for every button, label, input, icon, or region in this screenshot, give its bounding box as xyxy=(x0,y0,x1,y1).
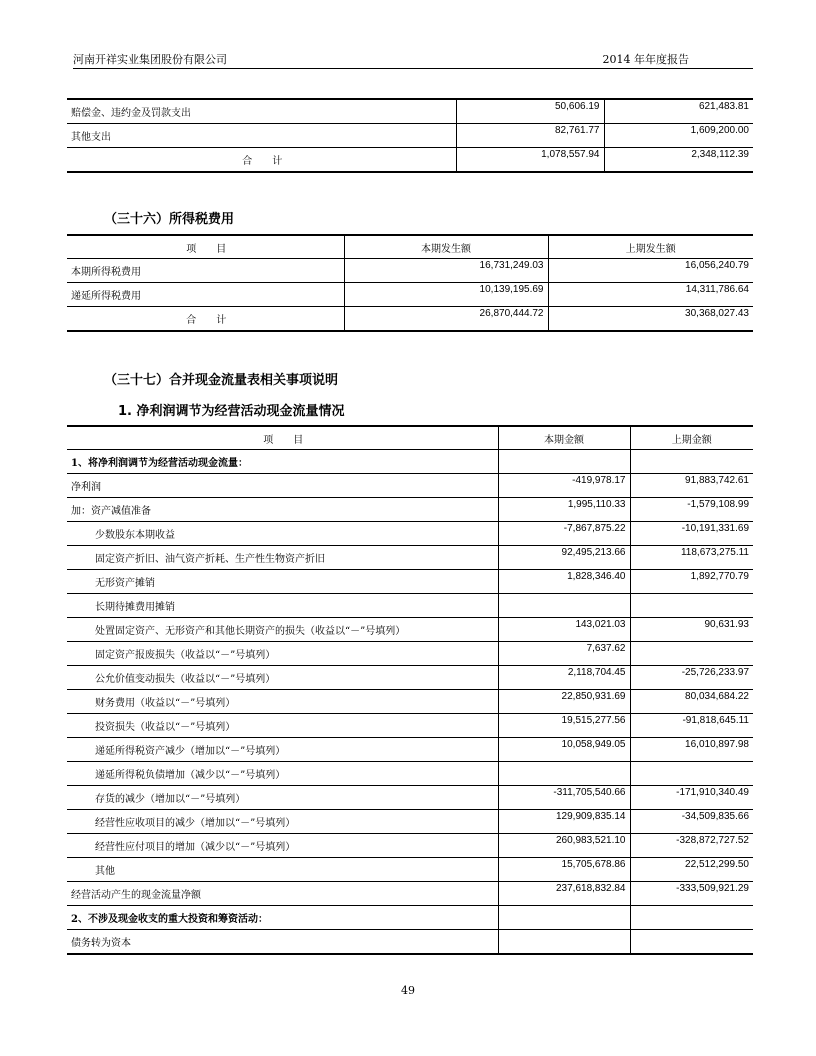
row-label: 2、不涉及现金收支的重大投资和筹资活动： xyxy=(67,906,498,930)
section-title-37: （三十七）合并现金流量表相关事项说明 xyxy=(104,373,339,388)
table-header-row xyxy=(67,426,753,450)
table-row xyxy=(67,858,753,882)
current-value: 2,118,704.45 xyxy=(498,666,630,690)
row-label: 赔偿金、违约金及罚款支出 xyxy=(67,99,456,124)
column-header-current: 本期金额 xyxy=(498,426,630,450)
prior-value: 91,883,742.61 xyxy=(630,474,753,498)
row-label: 经营性应收项目的减少（增加以“－”号填列） xyxy=(67,810,498,834)
row-label: 加：资产减值准备 xyxy=(67,498,498,522)
prior-value: -1,579,108.99 xyxy=(630,498,753,522)
other-expenses-table xyxy=(67,98,753,173)
current-value: 10,058,949.05 xyxy=(498,738,630,762)
current-value: 50,606.19 xyxy=(456,99,604,124)
table-row xyxy=(67,834,753,858)
current-value xyxy=(498,594,630,618)
table-row xyxy=(67,522,753,546)
prior-value xyxy=(630,450,753,474)
table-row xyxy=(67,124,753,148)
prior-value xyxy=(630,762,753,786)
prior-value: 90,631.93 xyxy=(630,618,753,642)
current-value: 260,983,521.10 xyxy=(498,834,630,858)
current-value: 10,139,195.69 xyxy=(344,283,548,307)
row-label: 公允价值变动损失（收益以“－”号填列） xyxy=(67,666,498,690)
prior-value: -91,818,645.11 xyxy=(630,714,753,738)
current-value: 92,495,213.66 xyxy=(498,546,630,570)
table-row xyxy=(67,498,753,522)
current-value: 22,850,931.69 xyxy=(498,690,630,714)
section-subtitle: 1. 净利润调节为经营活动现金流量情况 xyxy=(118,404,345,419)
current-value: 26,870,444.72 xyxy=(344,307,548,332)
row-label: 经营性应付项目的增加（减少以“－”号填列） xyxy=(67,834,498,858)
prior-value: 14,311,786.64 xyxy=(548,283,753,307)
prior-value xyxy=(630,906,753,930)
prior-value: -333,509,921.29 xyxy=(630,882,753,906)
column-header-current: 本期发生额 xyxy=(344,235,548,259)
current-value xyxy=(498,906,630,930)
table-row xyxy=(67,259,753,283)
prior-value: 80,034,684.22 xyxy=(630,690,753,714)
table-row-total xyxy=(67,307,753,332)
current-value: 1,995,110.33 xyxy=(498,498,630,522)
table-row xyxy=(67,666,753,690)
table-row xyxy=(67,474,753,498)
table-row xyxy=(67,570,753,594)
table-row xyxy=(67,786,753,810)
prior-value: -328,872,727.52 xyxy=(630,834,753,858)
report-title: 2014 年年度报告 xyxy=(602,53,689,66)
row-label: 本期所得税费用 xyxy=(67,259,344,283)
cash-flow-reconciliation-table xyxy=(67,425,753,955)
table-row xyxy=(67,882,753,906)
page-number: 49 xyxy=(401,984,415,997)
table-row-total xyxy=(67,148,753,173)
row-label: 递延所得税负债增加（减少以“－”号填列） xyxy=(67,762,498,786)
company-name: 河南开祥实业集团股份有限公司 xyxy=(73,53,227,66)
table-row xyxy=(67,762,753,786)
current-value: 129,909,835.14 xyxy=(498,810,630,834)
income-tax-table xyxy=(67,234,753,332)
current-value: -419,978.17 xyxy=(498,474,630,498)
row-label: 经营活动产生的现金流量净额 xyxy=(67,882,498,906)
row-label: 债务转为资本 xyxy=(67,930,498,955)
row-label: 净利润 xyxy=(67,474,498,498)
prior-value xyxy=(630,642,753,666)
prior-value: -34,509,835.66 xyxy=(630,810,753,834)
row-label: 合 计 xyxy=(67,148,456,173)
row-label: 递延所得税费用 xyxy=(67,283,344,307)
prior-value: -25,726,233.97 xyxy=(630,666,753,690)
table-row xyxy=(67,283,753,307)
table-row xyxy=(67,690,753,714)
column-header-prior: 上期发生额 xyxy=(548,235,753,259)
table-row xyxy=(67,99,753,124)
prior-value: 22,512,299.50 xyxy=(630,858,753,882)
row-label: 合 计 xyxy=(67,307,344,332)
table-row xyxy=(67,546,753,570)
current-value: 1,078,557.94 xyxy=(456,148,604,173)
row-label: 投资损失（收益以“－”号填列） xyxy=(67,714,498,738)
page-header xyxy=(73,48,753,69)
table-row xyxy=(67,738,753,762)
prior-value: -171,910,340.49 xyxy=(630,786,753,810)
row-label: 存货的减少（增加以“－”号填列） xyxy=(67,786,498,810)
row-label: 长期待摊费用摊销 xyxy=(67,594,498,618)
current-value: 16,731,249.03 xyxy=(344,259,548,283)
row-label: 1、将净利润调节为经营活动现金流量： xyxy=(67,450,498,474)
current-value xyxy=(498,762,630,786)
prior-value: 1,892,770.79 xyxy=(630,570,753,594)
table-row xyxy=(67,810,753,834)
prior-value xyxy=(630,594,753,618)
current-value: 15,705,678.86 xyxy=(498,858,630,882)
row-label: 固定资产报废损失（收益以“－”号填列） xyxy=(67,642,498,666)
section-title-36: （三十六）所得税费用 xyxy=(104,212,235,227)
row-label: 少数股东本期收益 xyxy=(67,522,498,546)
prior-value: 1,609,200.00 xyxy=(604,124,753,148)
row-label: 处置固定资产、无形资产和其他长期资产的损失（收益以“－”号填列） xyxy=(67,618,498,642)
prior-value: 30,368,027.43 xyxy=(548,307,753,332)
column-header-prior: 上期金额 xyxy=(630,426,753,450)
current-value: 19,515,277.56 xyxy=(498,714,630,738)
column-header-item: 项 目 xyxy=(67,426,498,450)
prior-value: 16,056,240.79 xyxy=(548,259,753,283)
current-value: 143,021.03 xyxy=(498,618,630,642)
row-label: 其他 xyxy=(67,858,498,882)
current-value: -7,867,875.22 xyxy=(498,522,630,546)
prior-value: 2,348,112.39 xyxy=(604,148,753,173)
current-value: 237,618,832.84 xyxy=(498,882,630,906)
row-label: 其他支出 xyxy=(67,124,456,148)
table-header-row xyxy=(67,235,753,259)
current-value xyxy=(498,930,630,955)
row-label: 财务费用（收益以“－”号填列） xyxy=(67,690,498,714)
prior-value: -10,191,331.69 xyxy=(630,522,753,546)
table-row xyxy=(67,450,753,474)
row-label: 固定资产折旧、油气资产折耗、生产性生物资产折旧 xyxy=(67,546,498,570)
current-value: 1,828,346.40 xyxy=(498,570,630,594)
current-value: 7,637.62 xyxy=(498,642,630,666)
current-value: 82,761.77 xyxy=(456,124,604,148)
table-row xyxy=(67,714,753,738)
column-header-item: 项 目 xyxy=(67,235,344,259)
table-row xyxy=(67,594,753,618)
table-row xyxy=(67,642,753,666)
table-row xyxy=(67,618,753,642)
prior-value xyxy=(630,930,753,955)
current-value xyxy=(498,450,630,474)
prior-value: 16,010,897.98 xyxy=(630,738,753,762)
table-row xyxy=(67,906,753,930)
current-value: -311,705,540.66 xyxy=(498,786,630,810)
table-row xyxy=(67,930,753,955)
prior-value: 118,673,275.11 xyxy=(630,546,753,570)
row-label: 递延所得税资产减少（增加以“－”号填列） xyxy=(67,738,498,762)
prior-value: 621,483.81 xyxy=(604,99,753,124)
row-label: 无形资产摊销 xyxy=(67,570,498,594)
